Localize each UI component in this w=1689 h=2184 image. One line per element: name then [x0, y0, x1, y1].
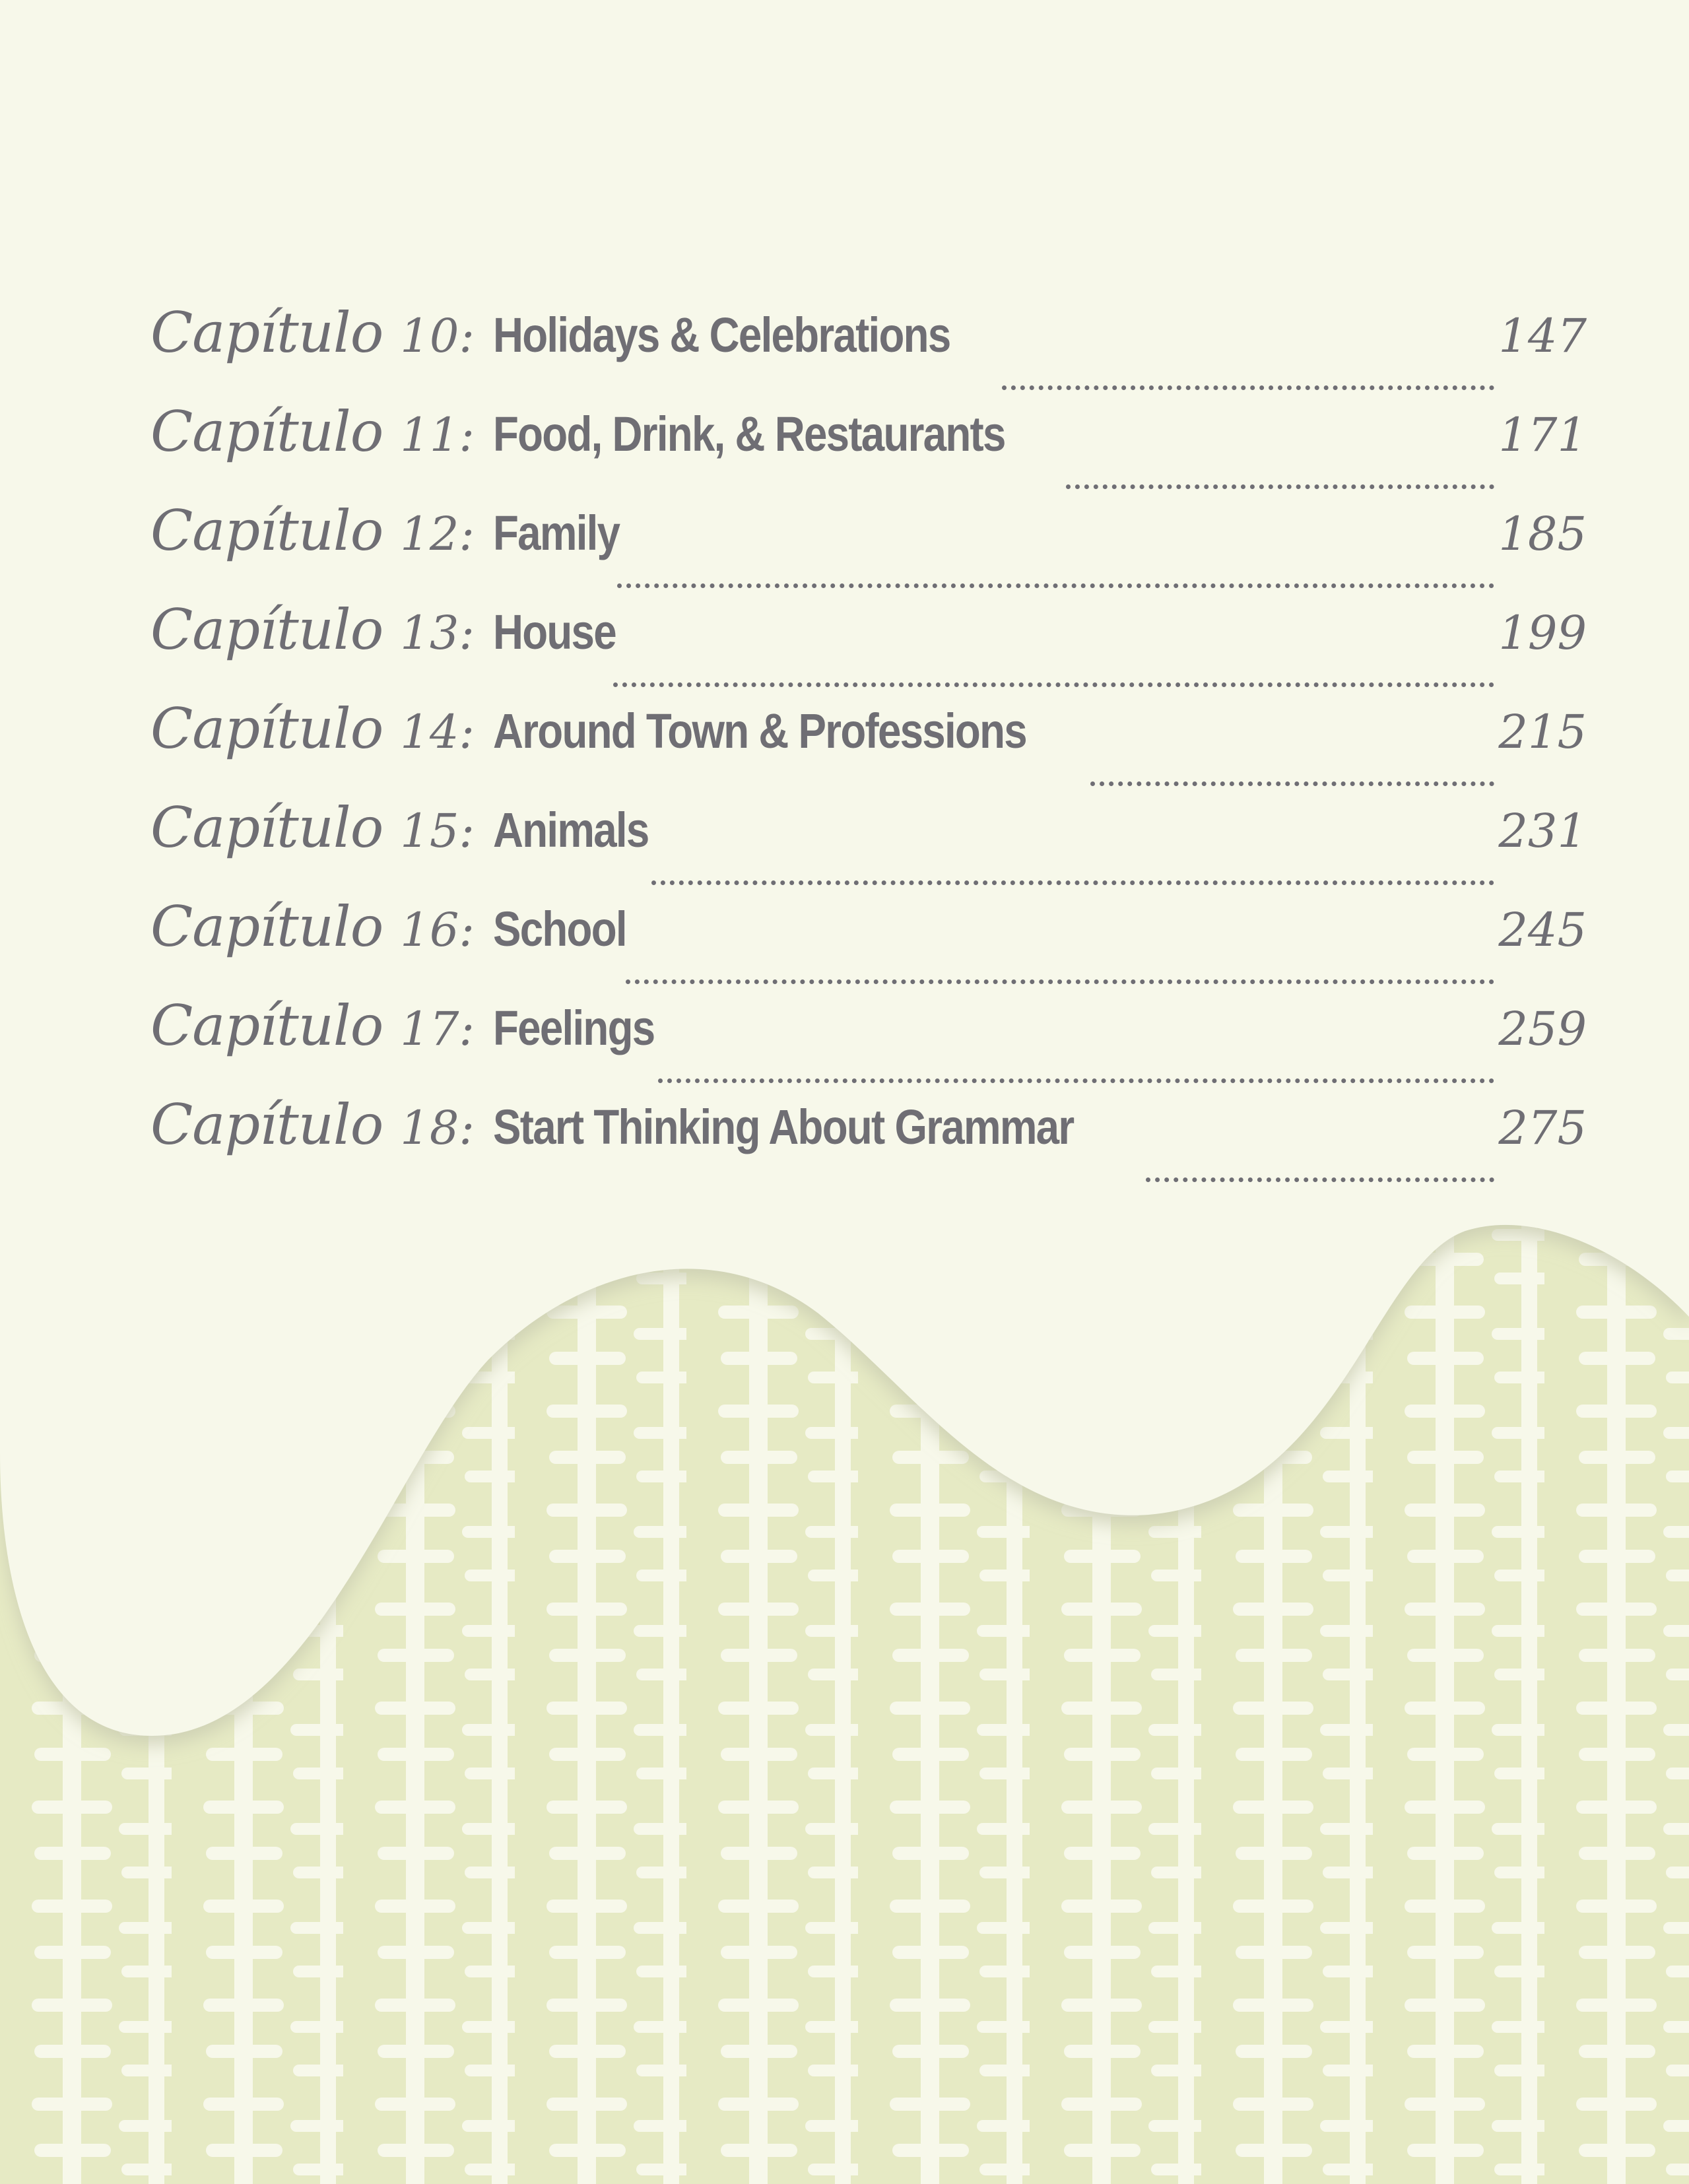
chapter-number: 17: — [400, 1002, 475, 1056]
page-number: 185 — [1498, 507, 1587, 561]
toc-entry[interactable] — [150, 300, 1587, 399]
toc-entry[interactable] — [150, 795, 1587, 894]
dot-leader — [658, 1078, 1494, 1083]
toc-entry[interactable] — [150, 597, 1587, 696]
chapter-label: Capítulo — [150, 399, 383, 464]
dot-leader — [1002, 385, 1494, 390]
page-number: 147 — [1498, 309, 1587, 363]
dot-leader — [1066, 484, 1495, 489]
chapter-number: 13: — [400, 606, 475, 660]
chapter-title: Food, Drink, & Restaurants — [492, 407, 1005, 461]
chapter-title: Start Thinking About Grammar — [492, 1100, 1074, 1154]
chapter-number: 16: — [400, 903, 475, 957]
toc-entry[interactable] — [150, 696, 1587, 795]
chapter-label: Capítulo — [150, 696, 383, 761]
chapter-number: 11: — [400, 408, 475, 462]
chapter-number: 15: — [400, 804, 475, 858]
page-number: 245 — [1498, 903, 1587, 957]
chapter-title: Animals — [492, 803, 649, 857]
chapter-number: 10: — [400, 309, 475, 363]
chapter-label: Capítulo — [150, 597, 383, 662]
table-of-contents — [150, 300, 1587, 1191]
page-number: 275 — [1498, 1101, 1587, 1155]
dot-leader — [613, 682, 1494, 687]
chapter-label: Capítulo — [150, 300, 383, 365]
chapter-number: 12: — [400, 507, 475, 561]
page-number: 199 — [1498, 606, 1587, 660]
chapter-label: Capítulo — [150, 894, 383, 959]
dot-leader — [626, 979, 1495, 984]
toc-entry[interactable] — [150, 993, 1587, 1092]
chapter-label: Capítulo — [150, 993, 383, 1058]
chapter-title: Holidays & Celebrations — [492, 308, 950, 362]
dot-leader — [651, 880, 1495, 885]
chapter-number: 14: — [400, 705, 475, 759]
toc-entry[interactable] — [150, 894, 1587, 993]
chapter-title: House — [492, 605, 616, 659]
dot-leader — [1090, 781, 1494, 786]
page-number: 171 — [1498, 408, 1587, 462]
chapter-title: Around Town & Professions — [492, 704, 1026, 758]
toc-entry[interactable] — [150, 498, 1587, 597]
toc-entry[interactable] — [150, 399, 1587, 498]
toc-entry[interactable] — [150, 1092, 1587, 1191]
page-number: 215 — [1498, 705, 1587, 759]
chapter-title: School — [492, 902, 626, 956]
chapter-label: Capítulo — [150, 795, 383, 860]
chapter-number: 18: — [400, 1101, 475, 1155]
chapter-title: Feelings — [492, 1001, 655, 1055]
dot-leader — [1146, 1177, 1495, 1182]
chapter-title: Family — [492, 506, 620, 560]
chapter-label: Capítulo — [150, 1092, 383, 1157]
page-number: 259 — [1498, 1002, 1587, 1056]
dot-leader — [617, 583, 1494, 588]
page-number: 231 — [1498, 804, 1587, 858]
chapter-label: Capítulo — [150, 498, 383, 563]
